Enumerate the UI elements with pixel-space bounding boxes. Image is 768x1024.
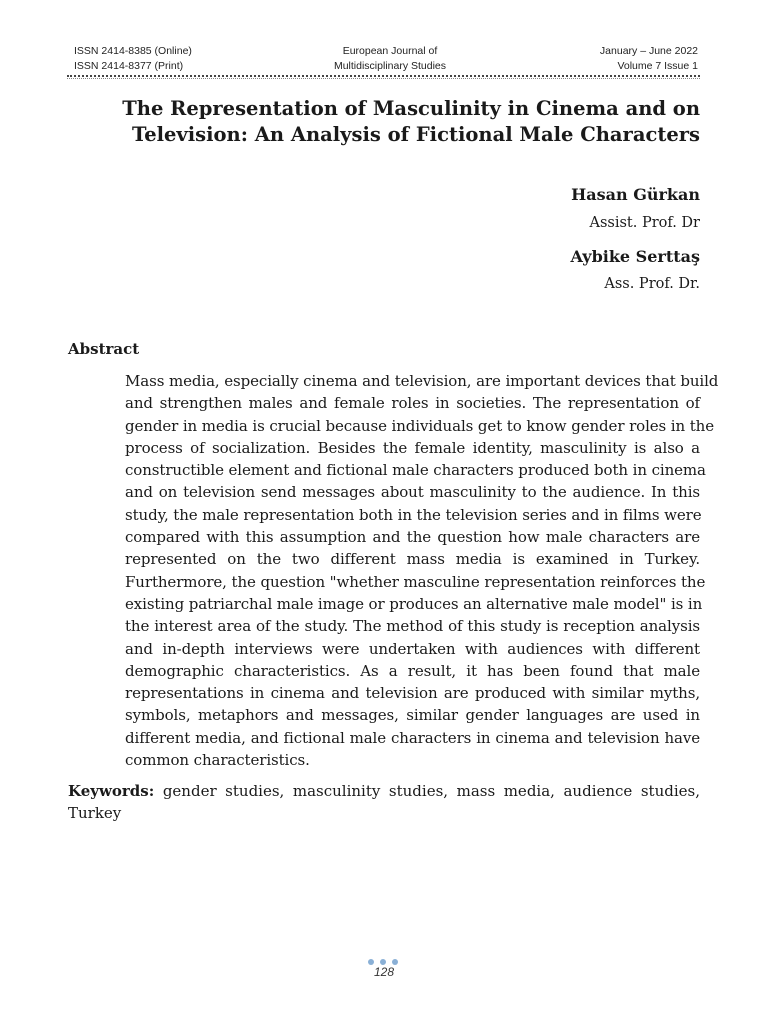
article-title-line1: The Representation of Masculinity in Cinema and on: [122, 97, 700, 120]
abstract-line: gender in media is crucial because individuals get to know gender roles in the: [125, 416, 714, 435]
header-divider-secondary: [67, 78, 700, 79]
abstract-line: representations in cinema and television are produced with similar myths,: [125, 684, 700, 703]
abstract-line: different media, and fictional male characters in cinema and television have: [125, 728, 700, 747]
author-name-1: Hasan Gürkan: [571, 185, 700, 204]
header-issue: [600, 44, 698, 73]
abstract-line: symbols, metaphors and messages, similar gender languages are used in: [125, 706, 700, 725]
abstract-line: demographic characteristics. As a result, it has been found that male: [125, 661, 700, 680]
issn-print: ISSN 2414-8377 (Print): [74, 59, 184, 72]
keywords-label: Keywords:: [68, 782, 155, 800]
issue-volume: Volume 7 Issue 1: [617, 59, 698, 72]
header-divider: [67, 75, 700, 77]
abstract-line: constructible element and fictional male characters produced both in cinema: [125, 461, 706, 480]
abstract-heading: Abstract: [68, 340, 140, 358]
author-affiliation-1: Assist. Prof. Dr: [589, 215, 700, 231]
abstract-line: existing patriarchal male image or produces an alternative male model" is in: [125, 594, 703, 613]
page-number: 128: [373, 965, 395, 979]
abstract-line: process of socialization. Besides the female identity, masculinity is also a: [125, 438, 700, 457]
keywords-line2: Turkey: [68, 804, 122, 823]
article-title-line2: Television: An Analysis of Fictional Male Characters: [131, 122, 700, 146]
keywords: [68, 780, 700, 825]
abstract-body: [125, 370, 719, 771]
author-name-2: Aybike Serttaş: [570, 247, 700, 266]
keywords-line1: [68, 780, 700, 802]
abstract-line: and strengthen males and female roles in societies. The representation of: [125, 394, 700, 413]
author-affiliation-2: Ass. Prof. Dr.: [604, 276, 700, 292]
journal-name-line2: Multidisciplinary Studies: [333, 59, 447, 72]
abstract-line: common characteristics.: [125, 751, 310, 770]
abstract-line: represented on the two different mass media is examined in Turkey.: [125, 550, 700, 569]
issn-online: ISSN 2414-8385 (Online): [74, 45, 192, 57]
issue-date: January – June 2022: [599, 45, 698, 57]
keywords-list: gender studies, masculinity studies, mass media, audience studies,: [162, 782, 700, 800]
abstract-line: and in-depth interviews were undertaken with audiences with different: [125, 639, 700, 658]
abstract-line: Mass media, especially cinema and television, are important devices that build: [125, 372, 719, 390]
abstract-line: Furthermore, the question "whether masculine representation reinforces the: [125, 572, 706, 591]
abstract-line: and on television send messages about masculinity to the audience. In this: [125, 483, 700, 502]
abstract-line: compared with this assumption and the question how male characters are: [125, 528, 700, 547]
abstract-line: study, the male representation both in the television series and in films were: [125, 505, 702, 524]
article-title: [120, 96, 700, 147]
journal-name-line1: European Journal of: [342, 45, 438, 57]
abstract-line: the interest area of the study. The method of this study is reception analysis: [125, 617, 700, 636]
